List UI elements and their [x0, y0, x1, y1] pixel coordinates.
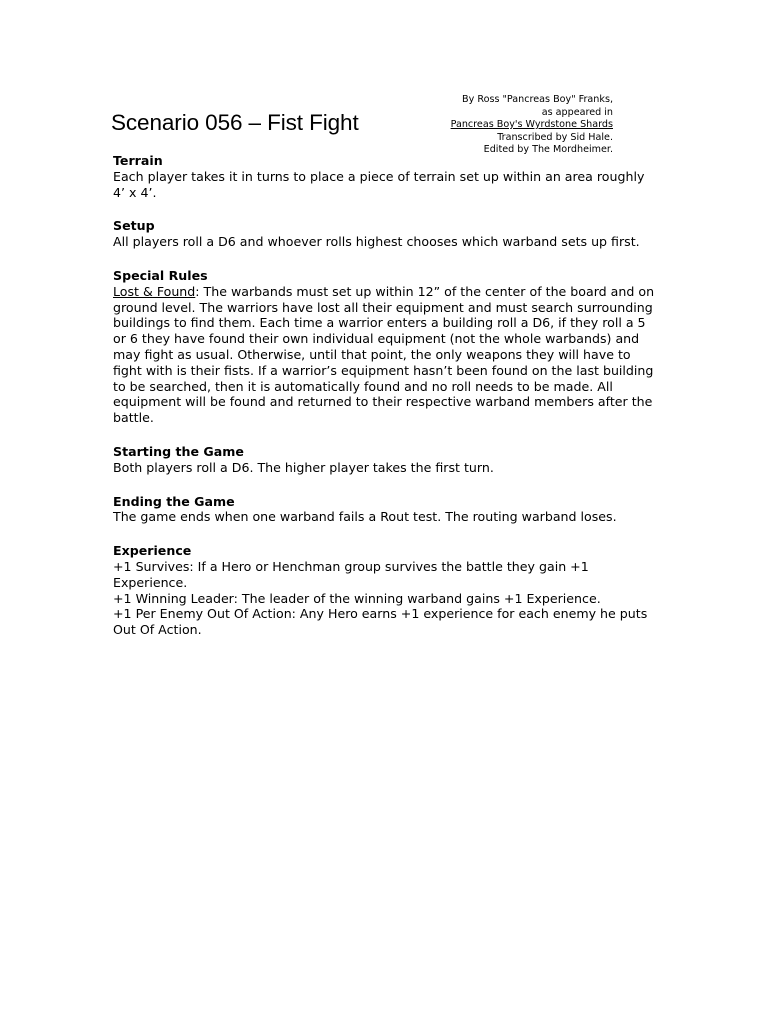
section-heading: Starting the Game [113, 443, 244, 459]
section-heading: Terrain [113, 153, 163, 168]
section-text: Each player takes it in turns to place a piece of terrain set up within an area roughly 4’ x 4’. [113, 168, 645, 200]
section-text: All players roll a D6 and whoever rolls highest chooses which warband sets up first. [113, 234, 640, 250]
section-heading: Experience [113, 543, 192, 559]
section-heading: Setup [113, 218, 155, 234]
credit-editor: Edited by The Mordheimer. [483, 144, 613, 155]
rule-text: : The warbands must set up within 12” of the center of the board and on ground level. The warriors have lost all their equipment and must search surrounding buildings to find them. Each time a warrior enters a building roll a D6, if they roll a 5 or 6 they have found their own individual equipment (not the whole warbands) and may fight as usual. Otherwise, until that point, the only weapons they will have to fight with is their fists. If a warrior’s equipment hasn’t been found on the last building to be searched, then it is automatically found and no roll needs to be made. All equipment will be found and returned to their respective warband members after the battle. [113, 283, 655, 426]
credit-transcriber: Transcribed by Sid Hale. [497, 131, 613, 143]
section-starting-the-game [113, 444, 658, 476]
page-title: Scenario 056 – Fist Fight [111, 110, 359, 135]
section-heading: Special Rules [113, 267, 208, 283]
document-body [113, 153, 658, 656]
experience-item: +1 Survives: If a Hero or Henchman group survives the battle they gain +1 Experience. [113, 558, 589, 590]
rule-term: Lost & Found [113, 283, 196, 299]
experience-item: +1 Winning Leader: The leader of the winning warband gains +1 Experience. [113, 590, 601, 606]
experience-item: +1 Per Enemy Out Of Action: Any Hero earns +1 experience for each enemy he puts Out Of Action. [113, 606, 648, 638]
section-setup [113, 218, 658, 250]
section-text: The game ends when one warband fails a Rout test. The routing warband loses. [113, 509, 617, 525]
section-text [113, 284, 658, 426]
section-heading: Ending the Game [113, 493, 235, 509]
section-ending-the-game [113, 494, 658, 526]
section-text: Both players roll a D6. The higher player takes the first turn. [113, 459, 494, 475]
section-experience [113, 543, 658, 638]
section-special-rules [113, 268, 658, 426]
credit-source-note: as appeared in [541, 106, 613, 118]
section-terrain [113, 153, 658, 200]
author-credits [451, 94, 613, 157]
credit-author: By Ross "Pancreas Boy" Franks, [462, 94, 613, 105]
credit-source-link[interactable]: Pancreas Boy's Wyrdstone Shards [450, 119, 613, 130]
